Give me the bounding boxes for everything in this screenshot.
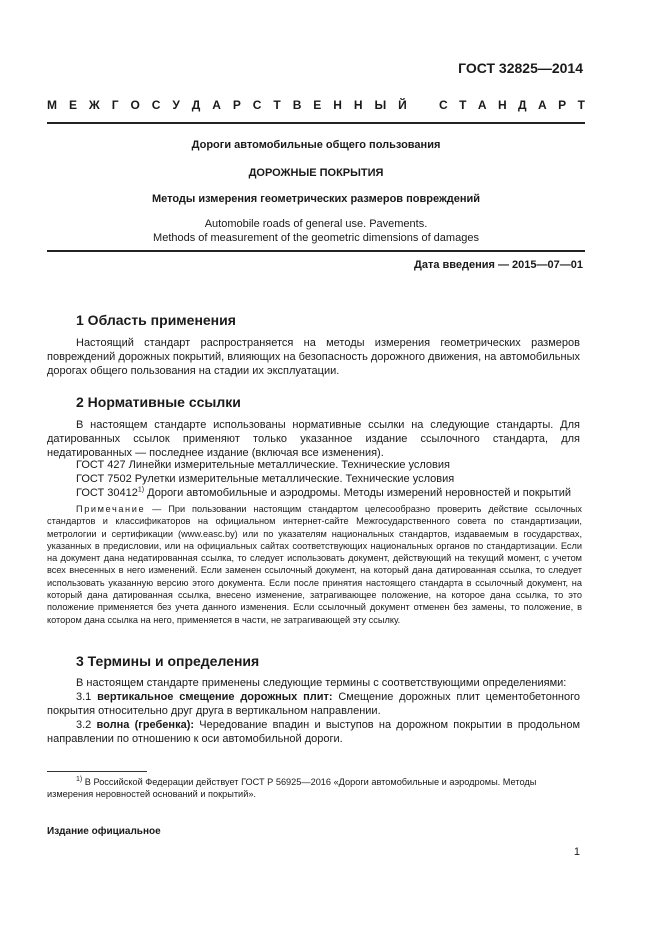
english-title-line-1: Automobile roads of general use. Pavements.	[204, 218, 428, 230]
term-name: волна (гребенка):	[96, 719, 195, 731]
term-number: 3.1	[76, 691, 98, 703]
banner-letter: А	[538, 98, 547, 112]
banner-letter: Г	[111, 98, 119, 112]
banner-letter: Н	[497, 98, 507, 112]
page-number: 1	[573, 846, 580, 858]
footnote-rule	[47, 771, 147, 772]
term-3-2	[47, 718, 580, 746]
term-number: 3.2	[76, 719, 97, 731]
banner-letter: У	[172, 98, 180, 112]
banner-letter: В	[292, 98, 302, 112]
banner-letter: М	[47, 98, 57, 112]
note-label: Примечание	[76, 504, 146, 514]
title-rule	[47, 250, 585, 252]
term-definition: Смещение дорожных плит цементобетонного покрытия относительно друг друга в вертикальном направлении.	[47, 691, 580, 717]
banner-letter: Д	[191, 98, 201, 112]
reference-gost-7502: ГОСТ 7502 Рулетки измерительные металлические. Технические условия	[76, 473, 455, 485]
footnote	[47, 776, 582, 801]
footnote-mark: 1)	[76, 775, 83, 783]
banner-letter: Ж	[88, 98, 100, 112]
section-1-heading: 1 Область применения	[76, 312, 236, 328]
reference-gost-30412	[76, 486, 571, 500]
banner-letter: Й	[398, 98, 407, 112]
reference-title: Дороги автомобильные и аэродромы. Методы измерений неровностей и покрытий	[144, 487, 571, 499]
banner-letter: Т	[459, 98, 467, 112]
banner-letter: Ы	[374, 98, 387, 112]
standard-code: ГОСТ 32825—2014	[458, 60, 583, 76]
banner-letter: С	[252, 98, 262, 112]
banner-letter: Р	[558, 98, 567, 112]
banner-letter: С	[439, 98, 448, 112]
banner-letter: Д	[518, 98, 527, 112]
title-line-1: Дороги автомобильные общего пользования	[191, 139, 441, 151]
banner-letter: Е	[313, 98, 322, 112]
note-paragraph	[47, 503, 582, 626]
title-line-3: Методы измерения геометрических размеров повреждений	[151, 193, 481, 205]
term-name: вертикальное смещение дорожных плит:	[97, 691, 333, 703]
banner-letter: Р	[232, 98, 241, 112]
banner-right	[439, 98, 585, 112]
banner-letter: А	[212, 98, 221, 112]
banner-letter: Т	[273, 98, 281, 112]
banner-left	[47, 98, 407, 112]
banner-letter: Н	[333, 98, 342, 112]
english-title	[47, 217, 585, 245]
note-text: — При пользовании настоящим стандартом целесообразно проверить действие ссылочных стандартов и классификаторов на официальном интернет-сайте Межгосударственного совета по стандартизации, метрологии и сертификации (www.easc.by) или по указателям национальных стандартов, издаваемым в государствах, указанных в предисловии, или на официальных сайтах соответствующих национальных органов по стандартизации. Если на документ дана недатированная ссылка, то следует использовать документ, действующий на текущий момент, с учетом всех внесенных в него изменений. Если заменен ссылочный документ, на который дана датированная ссылка, то следует использовать указанную версию этого документа. Если после принятия настоящего стандарта в ссылочный документ, на который дана датированная ссылка, внесено изменение, затрагивающее положение, на которое дана ссылка, то это положение применяется без учета данного изменения. Если ссылочный документ отменен без замены, то положение, в котором дана ссылка на него, применяется в части, не затрагивающей эту ссылку.	[47, 504, 582, 625]
english-title-line-2: Methods of measurement of the geometric dimensions of damages	[153, 232, 479, 244]
banner-letter: Н	[353, 98, 363, 112]
banner-letter: О	[130, 98, 140, 112]
introduction-date: Дата введения — 2015—07—01	[414, 259, 583, 271]
banner-letter: А	[477, 98, 487, 112]
reference-gost-427: ГОСТ 427 Линейки измерительные металлические. Технические условия	[76, 459, 450, 471]
official-edition: Издание официальное	[47, 826, 161, 837]
section-3-text: В настоящем стандарте применены следующие термины с соответствующими определениями:	[76, 677, 567, 689]
standard-banner	[47, 98, 585, 112]
reference-code: ГОСТ 30412	[76, 487, 138, 499]
term-definition: Чередование впадин и выступов на дорожном покрытии в продольном направлении по отношению к оси автомобильной дороги.	[47, 719, 581, 745]
section-2-heading: 2 Нормативные ссылки	[76, 394, 241, 410]
header-rule	[47, 122, 585, 124]
section-3-heading: 3 Термины и определения	[76, 653, 260, 669]
footnote-ref: 1)	[137, 486, 145, 494]
section-1-text: Настоящий стандарт распространяется на методы измерения геометрических размеров повреждений дорожных покрытий, влияющих на безопасность дорожного движения, на автомобильных дорогах общего пользования на стадии их эксплуатации.	[47, 337, 580, 377]
title-line-2: ДОРОЖНЫЕ ПОКРЫТИЯ	[248, 167, 384, 179]
banner-letter: Е	[68, 98, 77, 112]
footnote-text: В Российской Федерации действует ГОСТ Р 56925—2016 «Дороги автомобильные и аэродромы. Методы измерения неровностей оснований и покрытий».	[47, 777, 537, 800]
term-3-1	[47, 690, 580, 718]
banner-letter: Т	[577, 98, 585, 112]
banner-letter: С	[151, 98, 161, 112]
section-2-text: В настоящем стандарте использованы нормативные ссылки на следующие стандарты. Для датированных ссылок применяют только указанное издание ссылочного стандарта, для недатированных — последнее издание (включая все изменения).	[47, 419, 580, 459]
